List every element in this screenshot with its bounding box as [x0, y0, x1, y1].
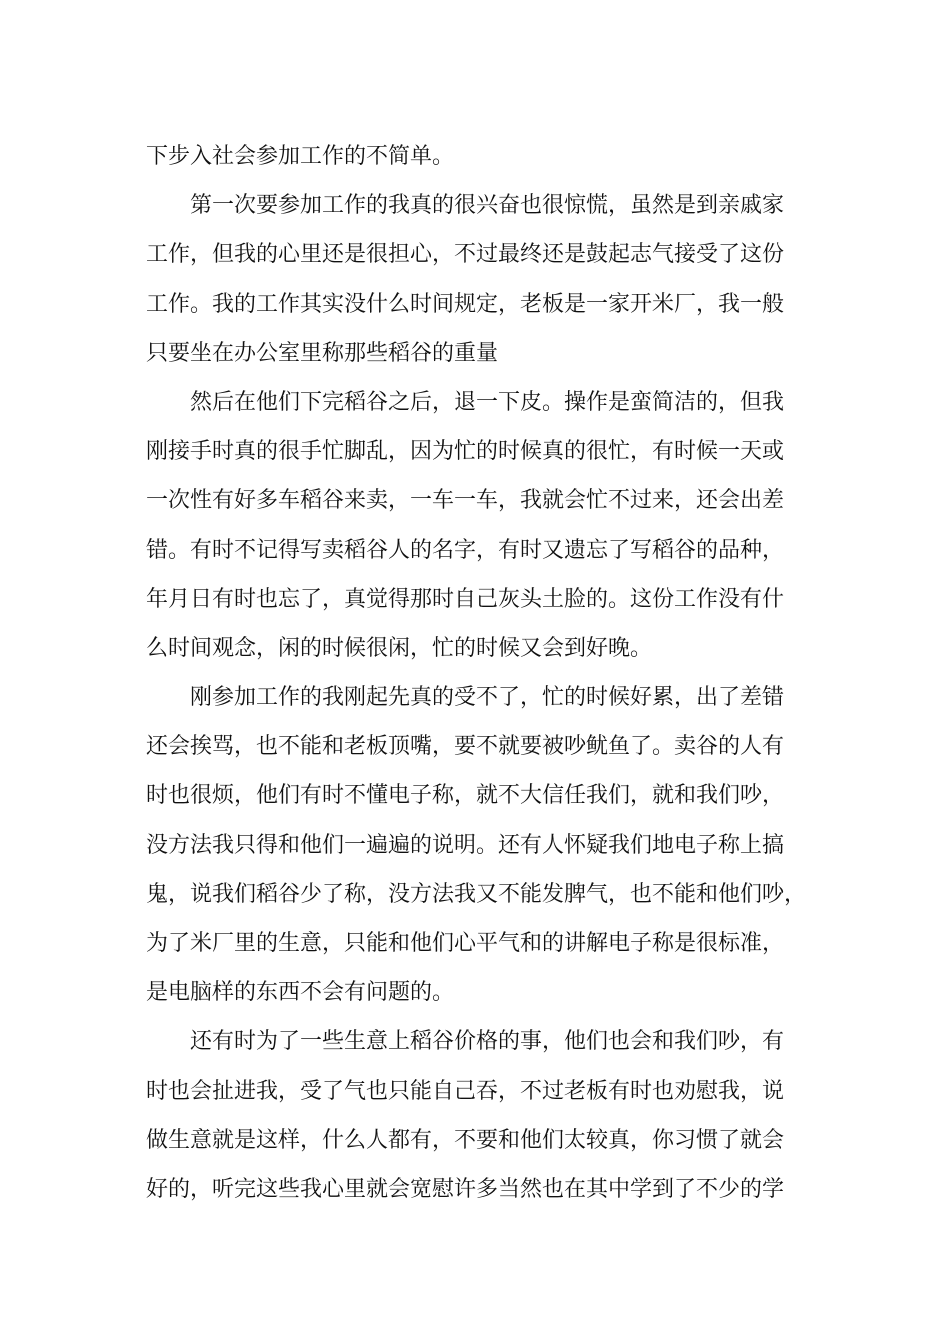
- text-line: 下步入社会参加工作的不简单。: [146, 144, 455, 169]
- paragraph-first-line: 然后在他们下完稻谷之后，退一下皮。操作是蛮简洁的，但我: [190, 389, 785, 415]
- text-line: 只要坐在办公室里称那些稻谷的重量: [146, 340, 499, 366]
- text-line: 时也很烦，他们有时不懂电子称，就不大信任我们，就和我们吵，: [146, 783, 785, 809]
- text-line: 为了米厂里的生意，只能和他们心平气和的讲解电子称是很标准，: [146, 931, 785, 956]
- paragraph-first-line: 第一次要参加工作的我真的很兴奋也很惊慌，虽然是到亲戚家: [190, 193, 785, 219]
- text-line: 是电脑样的东西不会有问题的。: [146, 980, 455, 1006]
- paragraph-first-line: 还有时为了一些生意上稻谷价格的事，他们也会和我们吵，有: [190, 1029, 785, 1055]
- text-line: 刚接手时真的很手忙脚乱，因为忙的时候真的很忙，有时候一天或: [146, 439, 785, 465]
- paragraph-first-line: 刚参加工作的我刚起先真的受不了，忙的时候好累，出了差错: [190, 685, 785, 711]
- text-line: 好的，听完这些我心里就会宽慰许多当然也在其中学到了不少的学: [146, 1176, 785, 1202]
- text-line: 一次性有好多车稻谷来卖，一车一车，我就会忙不过来，还会出差: [146, 488, 785, 514]
- text-line: 年月日有时也忘了，真觉得那时自己灰头土脸的。这份工作没有什: [146, 586, 785, 612]
- text-line: 时也会扯进我，受了气也只能自己吞，不过老板有时也劝慰我，说: [146, 1078, 785, 1104]
- text-line: 么时间观念，闲的时候很闲，忙的时候又会到好晚。: [146, 635, 653, 661]
- text-line: 没方法我只得和他们一遍遍的说明。还有人怀疑我们地电子称上搞: [146, 832, 785, 858]
- text-line: 错。有时不记得写卖稻谷人的名字，有时又遗忘了写稻谷的品种，: [146, 537, 785, 563]
- text-line: 工作，但我的心里还是很担心，不过最终还是鼓起志气接受了这份: [146, 242, 785, 268]
- text-line: 工作。我的工作其实没什么时间规定，老板是一家开米厂，我一般: [146, 291, 785, 317]
- text-line: 还会挨骂，也不能和老板顶嘴，要不就要被吵鱿鱼了。卖谷的人有: [146, 734, 785, 760]
- text-line: 鬼，说我们稻谷少了称，没方法我又不能发脾气，也不能和他们吵，: [146, 881, 807, 907]
- document-body: [146, 132, 826, 1214]
- text-line: 做生意就是这样，什么人都有，不要和他们太较真，你习惯了就会: [146, 1127, 785, 1153]
